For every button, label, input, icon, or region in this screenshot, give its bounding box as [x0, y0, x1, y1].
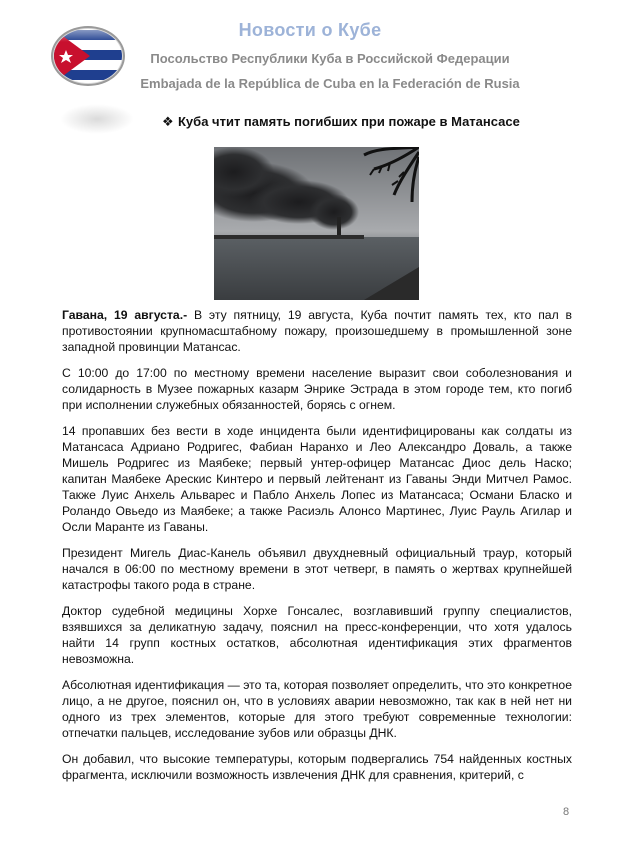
header-subtitle-ru: Посольство Республики Куба в Российской Федерации	[150, 51, 510, 66]
diamond-bullet-icon: ❖	[162, 114, 174, 129]
paragraph-2: С 10:00 до 17:00 по местному времени население выразит свои соболезнования и солидарность в Музее пожарных казарм Энрике Эстрада в этом городе тем, кто погиб при исполнении служебных обязанностей, борясь с огнем.	[62, 366, 572, 412]
paragraph-4: Президент Мигель Диас-Канель объявил двухдневный официальный траур, который начался в 06:00 по местному времени в этот четверг, в память о жертвах крупнейшей катастрофы такого рода в стране.	[62, 546, 572, 592]
header-title: Новости о Кубе	[238, 20, 382, 40]
page-number: 8	[563, 806, 570, 818]
header-subtitle-es: Embajada de la República de Cuba en la Federación de Rusia	[140, 76, 520, 91]
dateline: Гавана, 19 августа.-	[62, 308, 188, 322]
logo-reflection	[60, 104, 134, 134]
article-body	[62, 307, 572, 793]
paragraph-6: Абсолютная идентификация — это та, которая позволяет определить, что это конкретное лицо, а не другое, пояснил он, что в условиях аварии невозможно, так как в ней нет ни одного из трех элементов, которые для этого требуют современные технологии: отпечатки пальцев, исследование зубов или образцы ДНК.	[62, 678, 572, 740]
paragraph-5: Доктор судебной медицины Хорхе Гонсалес, возглавивший группу специалистов, взявшихся за деликатную задачу, пояснил на пресс-конференции, что хотя удалось найти 14 групп костных остатков, абсолютная идентификация этих фрагментов невозможна.	[62, 604, 572, 666]
article-photo	[214, 147, 419, 300]
paragraph-7: Он добавил, что высокие температуры, которым подвергались 754 найденных костных фрагмента, исключили возможность извлечения ДНК для сравнения, критерий, с	[62, 752, 572, 782]
headline-text: Куба чтит память погибших при пожаре в Матансасе	[178, 114, 520, 129]
paragraph-1-text: В эту пятницу, 19 августа, Куба почтит память тех, кто пал в противостоянии крупномасштабному пожару, произошедшему в промышленной зоне западной провинции Матансас.	[62, 308, 572, 354]
paragraph-1	[62, 307, 572, 355]
article-headline	[162, 114, 562, 130]
paragraph-3: 14 пропавших без вести в ходе инцидента были идентифицированы как солдаты из Матансаса Адриано Родригес, Фабиан Наранхо и Лео Александро Доваль, а также Мишель Родригес из Маябеке; первый унтер-офицер Матансас Диос дель Наско; капитан Маябеке Арескис Кинтеро и первый лейтенант из Гаваны Энди Митчел Рамос. Также Луис Анхель Альварес и Пабло Анхель Лопес из Матансаса; Османи Бласко и Роландо Овьедо из Маябеке; а также Расиэль Алонсо Мартинес, Луис Рауль Агилар и Осли Маранте из Гаваны.	[62, 424, 572, 534]
